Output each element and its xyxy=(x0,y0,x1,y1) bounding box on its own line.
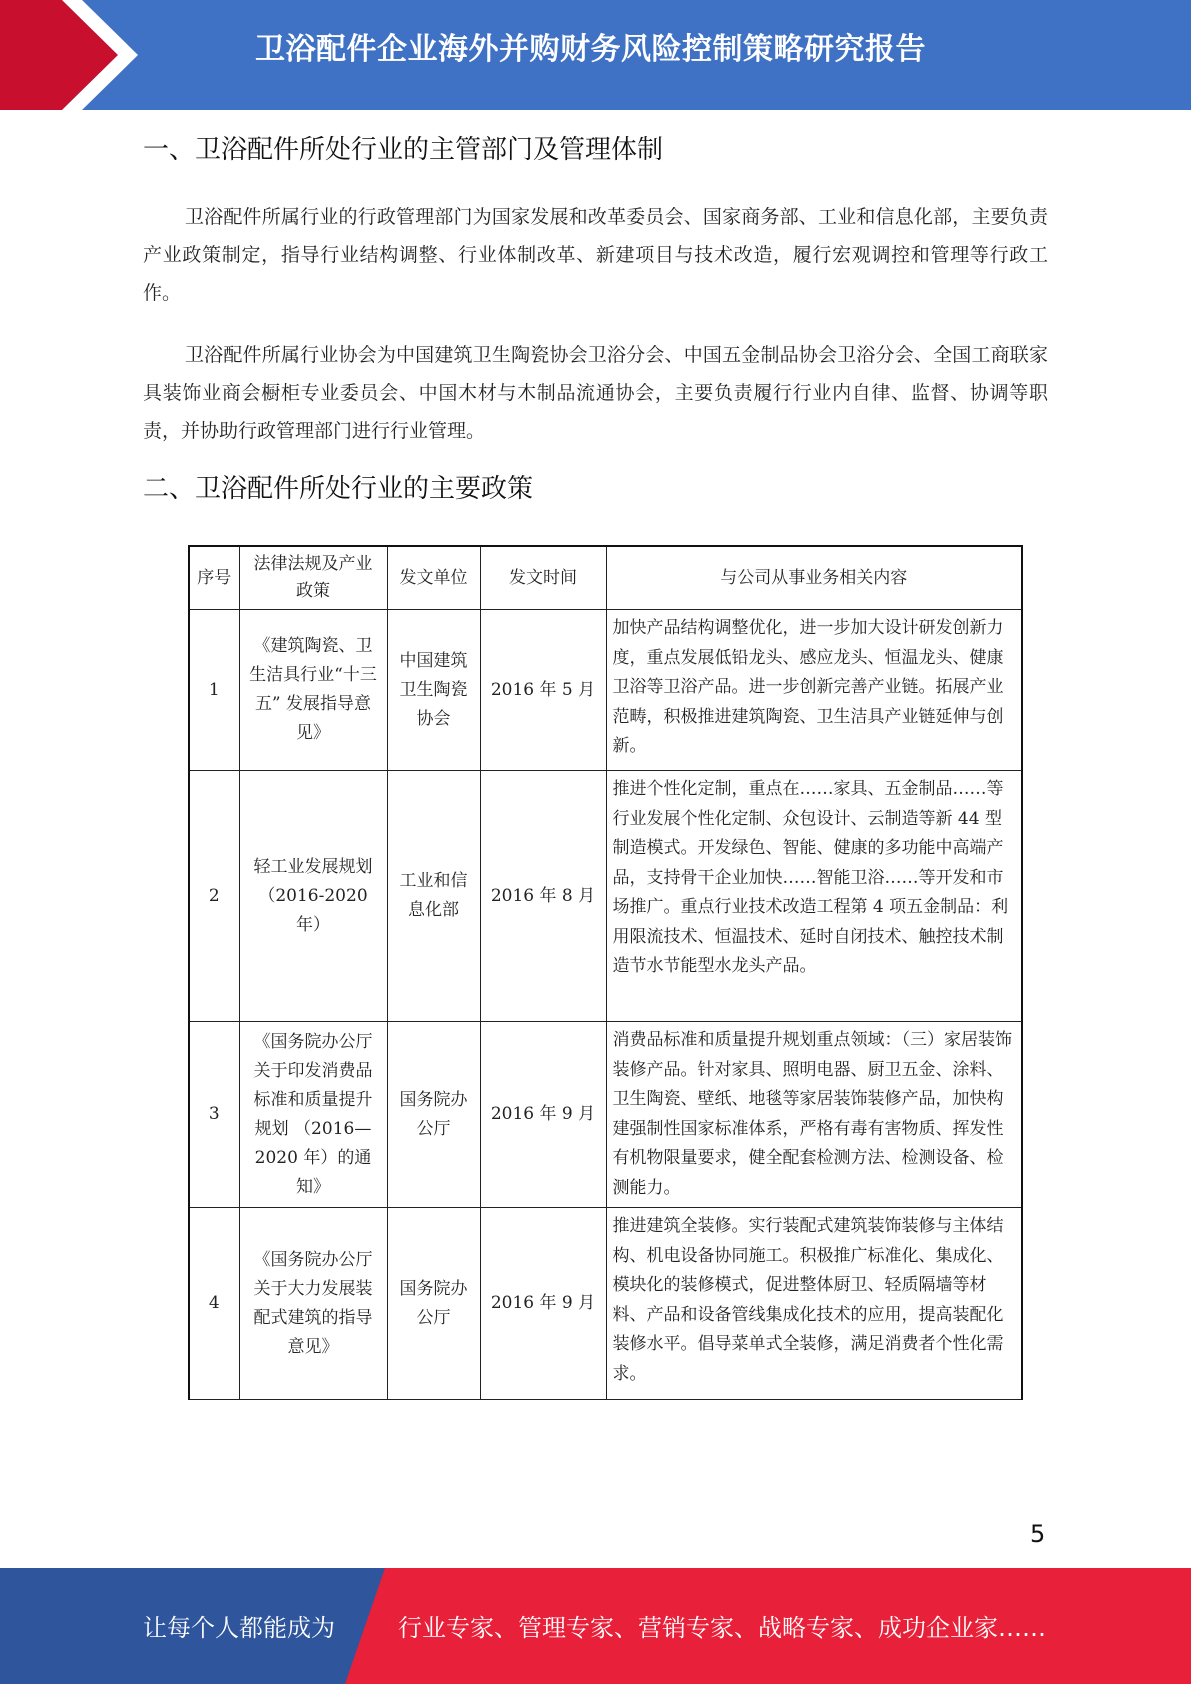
table-row xyxy=(189,771,1022,1022)
row-date: 2016 年 5 月 xyxy=(480,610,606,771)
row-no: 4 xyxy=(189,1208,239,1400)
row-no: 1 xyxy=(189,610,239,771)
table-header-row xyxy=(189,546,1022,610)
header-content: 与公司从事业务相关内容 xyxy=(606,546,1022,610)
page-number: 5 xyxy=(1030,1520,1046,1548)
report-title: 卫浴配件企业海外并购财务风险控制策略研究报告 xyxy=(255,32,926,67)
row-no: 3 xyxy=(189,1022,239,1208)
row-content: 推进建筑全装修。实行装配式建筑装饰装修与主体结构、机电设备协同施工。积极推广标准化、集成化、模块化的装修模式，促进整体厨卫、轻质隔墙等材料、产品和设备管线集成化技术的应用，提高装配化装修水平。倡导菜单式全装修，满足消费者个性化需求。 xyxy=(606,1208,1022,1400)
table-row xyxy=(189,1022,1022,1208)
policy-table-wrapper xyxy=(188,545,1023,1400)
policy-table xyxy=(188,545,1023,1400)
section-1-paragraph-2: 卫浴配件所属行业协会为中国建筑卫生陶瓷协会卫浴分会、中国五金制品协会卫浴分会、全国工商联家具装饰业商会橱柜专业委员会、中国木材与木制品流通协会，主要负责履行行业内自律、监督、协调等职责，并协助行政管理部门进行行业管理。 xyxy=(143,344,1048,442)
header-chevron-decoration xyxy=(0,0,170,110)
page-header xyxy=(0,0,1191,110)
header-date: 发文时间 xyxy=(480,546,606,610)
row-date: 2016 年 9 月 xyxy=(480,1208,606,1400)
footer-slogan-right: 行业专家、管理专家、营销专家、战略专家、成功企业家…… xyxy=(398,1614,1046,1642)
table-row xyxy=(189,610,1022,771)
row-issuer: 中国建筑卫生陶瓷协会 xyxy=(387,610,480,771)
row-date: 2016 年 8 月 xyxy=(480,771,606,1022)
row-policy: 轻工业发展规划（2016-2020 年） xyxy=(239,771,387,1022)
row-issuer: 工业和信息化部 xyxy=(387,771,480,1022)
table-row xyxy=(189,1208,1022,1400)
row-date: 2016 年 9 月 xyxy=(480,1022,606,1208)
row-policy: 《国务院办公厅关于大力发展装配式建筑的指导意见》 xyxy=(239,1208,387,1400)
section-1-paragraph-1: 卫浴配件所属行业的行政管理部门为国家发展和改革委员会、国家商务部、工业和信息化部，主要负责产业政策制定，指导行业结构调整、行业体制改革、新建项目与技术改造，履行宏观调控和管理等行政工作。 xyxy=(143,206,1048,304)
header-issuer: 发文单位 xyxy=(387,546,480,610)
row-content: 推进个性化定制，重点在……家具、五金制品……等行业发展个性化定制、众包设计、云制造等新 44 型制造模式。开发绿色、智能、健康的多功能中高端产品，支持骨干企业加快……智能卫浴……等开发和市场推广。重点行业技术改造工程第 4 项五金制品：利用限流技术、恒温技术、延时自闭技术、触控技术制造节水节能型水龙头产品。 xyxy=(606,771,1022,1022)
section-1-heading: 一、卫浴配件所处行业的主管部门及管理体制 xyxy=(143,135,664,165)
row-no: 2 xyxy=(189,771,239,1022)
header-policy: 法律法规及产业政策 xyxy=(239,546,387,610)
row-content: 消费品标准和质量提升规划重点领域：（三）家居装饰装修产品。针对家具、照明电器、厨卫五金、涂料、卫生陶瓷、壁纸、地毯等家居装饰装修产品，加快构建强制性国家标准体系，严格有毒有害物质、挥发性有机物限量要求，健全配套检测方法、检测设备、检测能力。 xyxy=(606,1022,1022,1208)
row-content: 加快产品结构调整优化，进一步加大设计研发创新力度，重点发展低铅龙头、感应龙头、恒温龙头、健康卫浴等卫浴产品。进一步创新完善产业链。拓展产业范畴，积极推进建筑陶瓷、卫生洁具产业链延伸与创新。 xyxy=(606,610,1022,771)
header-no: 序号 xyxy=(189,546,239,610)
row-issuer: 国务院办公厅 xyxy=(387,1208,480,1400)
page-footer xyxy=(0,1568,1191,1684)
section-2-heading: 二、卫浴配件所处行业的主要政策 xyxy=(143,474,534,504)
row-policy: 《建筑陶瓷、卫生洁具行业“十三五” 发展指导意见》 xyxy=(239,610,387,771)
row-policy: 《国务院办公厅关于印发消费品标准和质量提升规划 （2016—2020 年）的通知》 xyxy=(239,1022,387,1208)
row-issuer: 国务院办公厅 xyxy=(387,1022,480,1208)
footer-slogan-left: 让每个人都能成为 xyxy=(143,1614,335,1642)
